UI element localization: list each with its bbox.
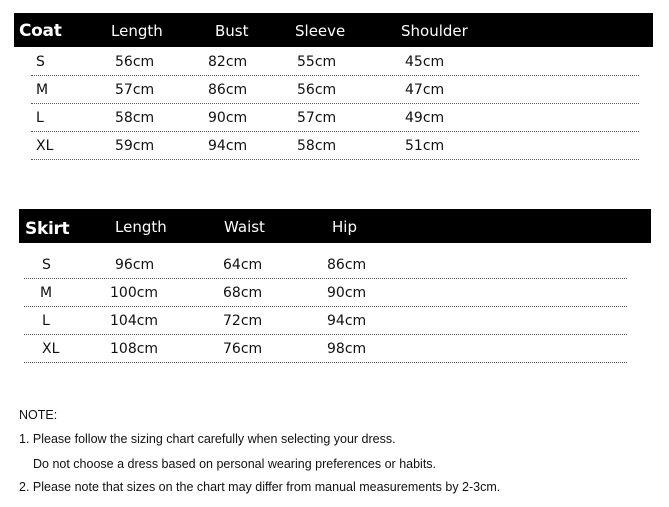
size-label: S — [36, 54, 45, 70]
skirt-hip-cell: 98cm — [327, 341, 367, 357]
skirt-length-cell: 100cm — [110, 285, 159, 301]
skirt-length-cell: 96cm — [115, 257, 155, 273]
skirt-table-header — [19, 209, 651, 243]
coat-length-cell: 59cm — [115, 138, 155, 154]
coat-row-s — [31, 48, 639, 76]
skirt-length-cell: 104cm — [110, 313, 159, 329]
skirt-waist-cell: 68cm — [223, 285, 263, 301]
coat-bust-cell: 86cm — [208, 82, 248, 98]
coat-sleeve-cell: 56cm — [297, 82, 337, 98]
coat-bust-cell: 94cm — [208, 138, 248, 154]
coat-row-l — [31, 104, 639, 132]
skirt-header-hip: Hip — [332, 218, 357, 236]
skirt-row-l — [24, 307, 627, 335]
size-label: S — [42, 257, 51, 273]
size-label: XL — [36, 138, 54, 154]
coat-sleeve-cell: 55cm — [297, 54, 337, 70]
skirt-row-s — [24, 251, 627, 279]
note-line-1-continued: Do not choose a dress based on personal wearing preferences or habits. — [33, 457, 437, 471]
skirt-waist-cell: 76cm — [223, 341, 263, 357]
coat-shoulder-cell: 45cm — [405, 54, 445, 70]
skirt-hip-cell: 86cm — [327, 257, 367, 273]
coat-sleeve-cell: 57cm — [297, 110, 337, 126]
size-label: L — [42, 313, 50, 329]
coat-header-bust: Bust — [215, 22, 249, 40]
coat-row-m — [31, 76, 639, 104]
skirt-waist-cell: 72cm — [223, 313, 263, 329]
size-label: XL — [42, 341, 60, 357]
row-divider — [31, 159, 639, 160]
note-line-2: 2. Please note that sizes on the chart may differ from manual measurements by 2-3cm. — [19, 480, 501, 494]
coat-length-cell: 58cm — [115, 110, 155, 126]
coat-shoulder-cell: 51cm — [405, 138, 445, 154]
coat-header-sleeve: Sleeve — [295, 22, 346, 40]
skirt-row-m — [24, 279, 627, 307]
coat-shoulder-cell: 47cm — [405, 82, 445, 98]
coat-row-xl — [31, 132, 639, 160]
coat-shoulder-cell: 49cm — [405, 110, 445, 126]
notes-heading: NOTE: — [19, 408, 58, 422]
coat-title: Coat — [19, 21, 62, 41]
size-label: M — [36, 82, 49, 98]
coat-length-cell: 56cm — [115, 54, 155, 70]
coat-table-header — [14, 13, 653, 47]
skirt-row-xl — [24, 335, 627, 363]
coat-length-cell: 57cm — [115, 82, 155, 98]
skirt-hip-cell: 94cm — [327, 313, 367, 329]
coat-sleeve-cell: 58cm — [297, 138, 337, 154]
skirt-hip-cell: 90cm — [327, 285, 367, 301]
size-label: L — [36, 110, 44, 126]
size-label: M — [40, 285, 53, 301]
coat-header-length: Length — [111, 22, 163, 40]
skirt-header-waist: Waist — [224, 218, 265, 236]
note-line-1: 1. Please follow the sizing chart carefully when selecting your dress. — [19, 432, 396, 446]
coat-header-shoulder: Shoulder — [401, 22, 468, 40]
skirt-waist-cell: 64cm — [223, 257, 263, 273]
coat-bust-cell: 90cm — [208, 110, 248, 126]
row-divider — [24, 362, 627, 363]
skirt-length-cell: 108cm — [110, 341, 159, 357]
skirt-title: Skirt — [25, 219, 70, 239]
skirt-header-length: Length — [115, 218, 167, 236]
coat-bust-cell: 82cm — [208, 54, 248, 70]
